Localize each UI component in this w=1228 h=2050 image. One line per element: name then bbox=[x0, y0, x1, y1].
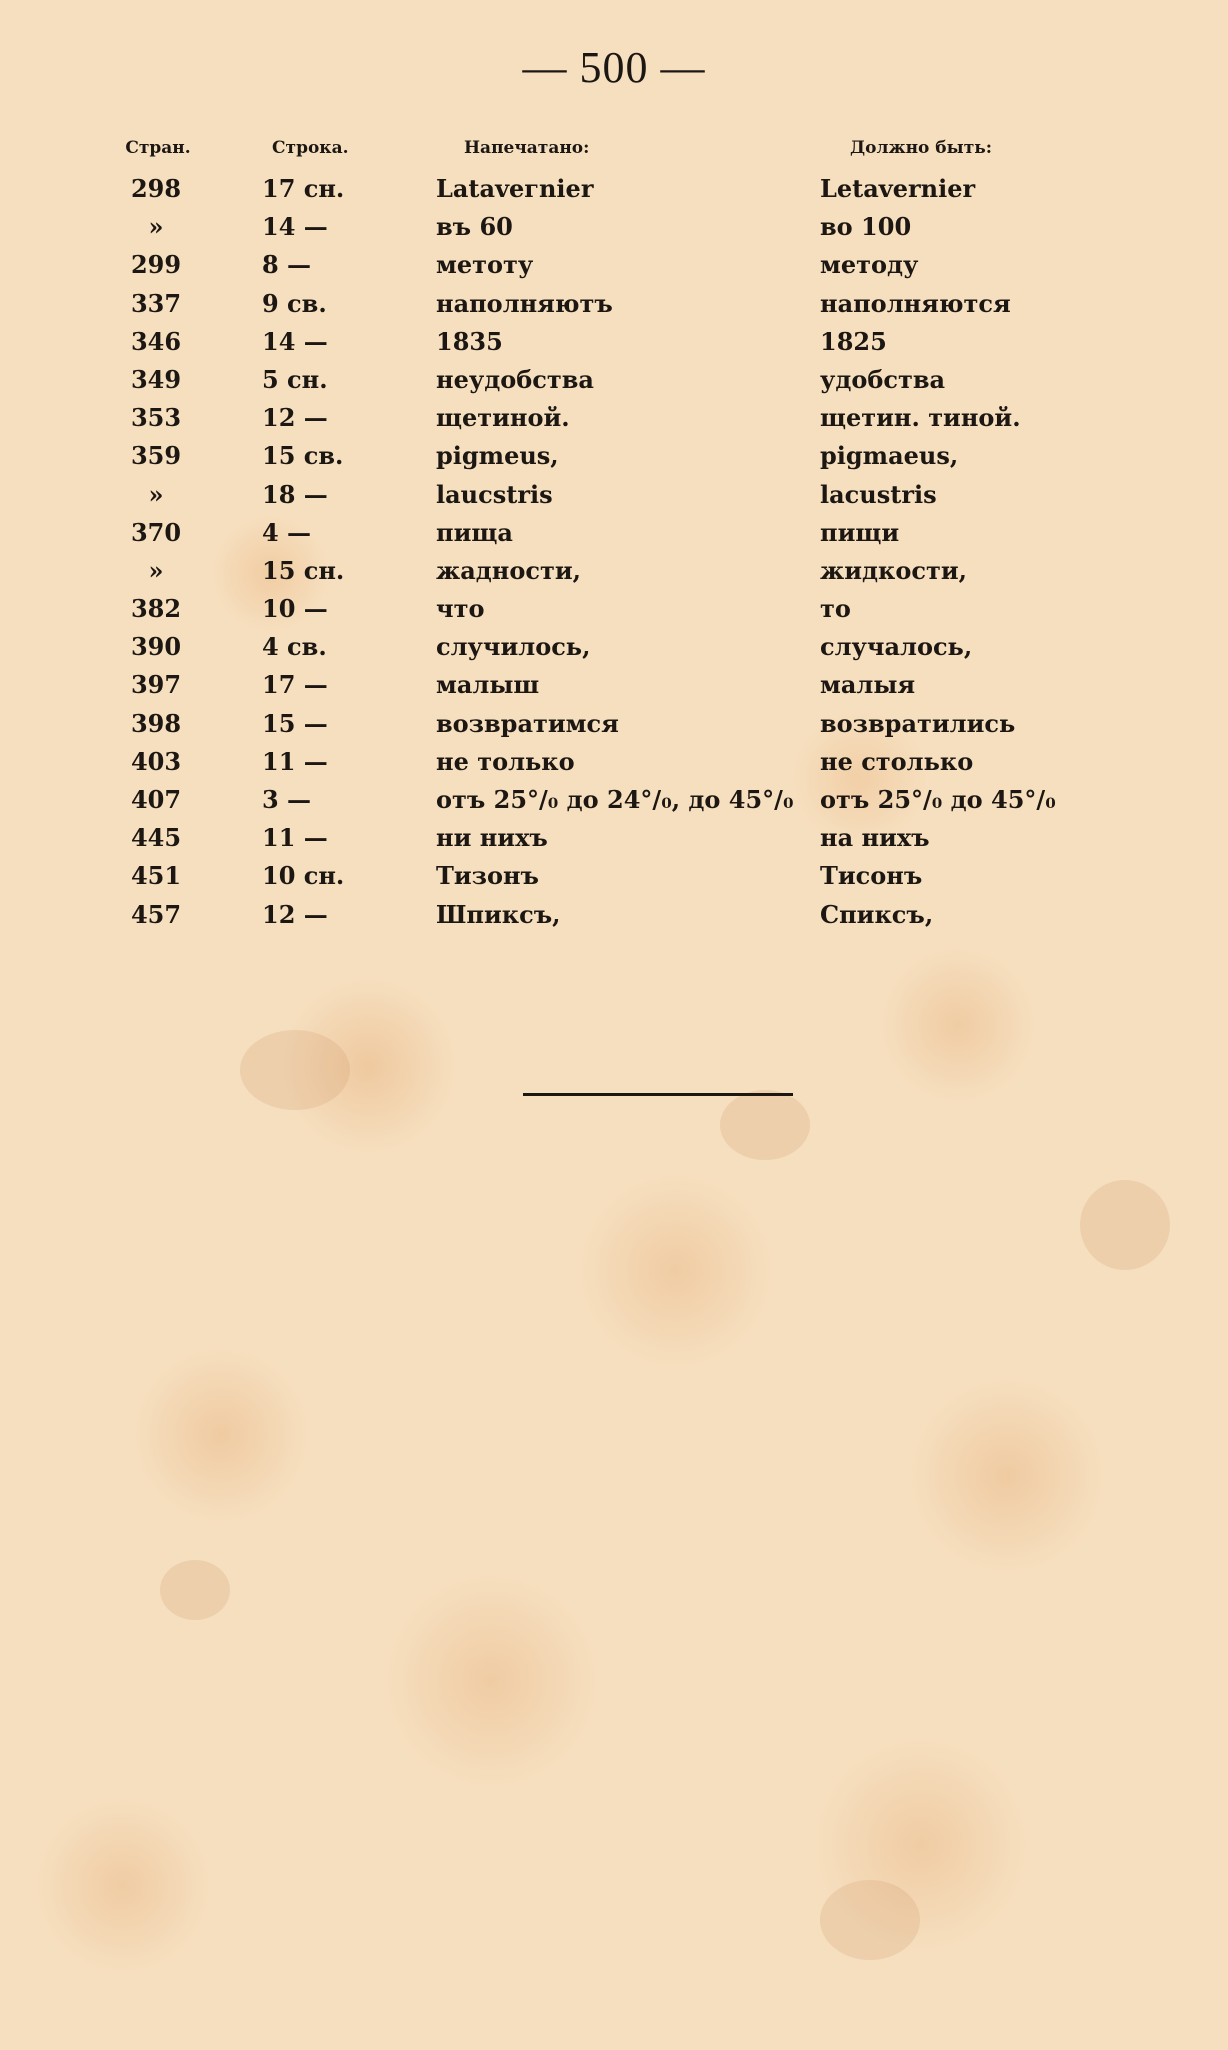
row-printed: pigmeus, bbox=[436, 441, 559, 471]
row-correct: методу bbox=[820, 250, 919, 280]
row-printed: laucstris bbox=[436, 479, 553, 509]
row-correct: наполняются bbox=[820, 288, 1011, 318]
row-correct: отъ 25°/₀ до 45°/₀ bbox=[820, 785, 1056, 814]
row-printed: отъ 25°/₀ до 24°/₀, до 45°/₀ bbox=[436, 785, 794, 814]
row-line: 12 — bbox=[262, 899, 328, 929]
errata-row bbox=[0, 289, 1228, 327]
row-line: 18 — bbox=[262, 479, 328, 509]
row-line: 9 св. bbox=[262, 288, 327, 318]
errata-row bbox=[0, 212, 1228, 250]
row-page: 445 bbox=[130, 823, 182, 853]
row-printed: въ 60 bbox=[436, 212, 513, 242]
row-line: 12 — bbox=[262, 403, 328, 433]
errata-row bbox=[0, 670, 1228, 708]
row-correct: возвратились bbox=[820, 708, 1016, 738]
row-line: 8 — bbox=[262, 250, 312, 280]
errata-row bbox=[0, 632, 1228, 670]
row-printed: ни нихъ bbox=[436, 823, 548, 853]
row-correct: малыя bbox=[820, 670, 916, 700]
row-line: 5 сн. bbox=[262, 364, 328, 394]
row-page: 398 bbox=[130, 708, 182, 738]
row-correct: Тисонъ bbox=[820, 861, 923, 891]
row-page: 370 bbox=[130, 517, 182, 547]
row-page: 382 bbox=[130, 594, 182, 624]
header-page: Стран. bbox=[125, 138, 191, 158]
row-page: 353 bbox=[130, 403, 182, 433]
errata-header-row bbox=[0, 138, 1228, 174]
row-printed: Тизонъ bbox=[436, 861, 539, 891]
errata-row bbox=[0, 861, 1228, 899]
row-line: 14 — bbox=[262, 326, 328, 356]
row-printed: пища bbox=[436, 517, 513, 547]
row-page: 346 bbox=[130, 326, 182, 356]
errata-row bbox=[0, 365, 1228, 403]
row-correct: пищи bbox=[820, 517, 900, 547]
row-page: 390 bbox=[130, 632, 182, 662]
row-printed: малыш bbox=[436, 670, 540, 700]
row-line: 10 сн. bbox=[262, 861, 345, 891]
row-correct: lacustris bbox=[820, 479, 937, 509]
row-printed: наполняютъ bbox=[436, 288, 613, 318]
row-page: » bbox=[148, 479, 164, 509]
row-correct: не столько bbox=[820, 746, 974, 776]
row-correct: Спиксъ, bbox=[820, 899, 934, 929]
row-correct: на нихъ bbox=[820, 823, 930, 853]
row-page: 457 bbox=[130, 899, 182, 929]
row-page: 451 bbox=[130, 861, 182, 891]
row-correct: случалось, bbox=[820, 632, 973, 662]
row-line: 15 сн. bbox=[262, 555, 345, 585]
errata-row bbox=[0, 556, 1228, 594]
errata-row bbox=[0, 250, 1228, 288]
row-page: 298 bbox=[130, 174, 182, 203]
row-correct: удобства bbox=[820, 364, 946, 394]
header-correct: Должно быть: bbox=[850, 138, 993, 158]
row-printed: случилось, bbox=[436, 632, 591, 662]
row-line: 11 — bbox=[262, 823, 328, 853]
row-page: 407 bbox=[130, 785, 182, 814]
end-rule bbox=[523, 1093, 793, 1096]
row-page: 397 bbox=[130, 670, 182, 700]
row-correct: Letavernier bbox=[820, 174, 976, 203]
row-page: » bbox=[148, 212, 164, 242]
header-line: Строка. bbox=[272, 138, 349, 158]
row-line: 17 — bbox=[262, 670, 328, 700]
row-printed: Шпиксъ, bbox=[436, 899, 561, 929]
row-line: 15 св. bbox=[262, 441, 344, 471]
row-correct: жидкости, bbox=[820, 555, 968, 585]
row-page: 403 bbox=[130, 746, 182, 776]
row-line: 10 — bbox=[262, 594, 328, 624]
errata-row bbox=[0, 480, 1228, 518]
row-printed: что bbox=[436, 594, 485, 624]
row-page: 337 bbox=[130, 288, 182, 318]
row-correct: pigmaeus, bbox=[820, 441, 959, 471]
errata-row bbox=[0, 441, 1228, 479]
row-page: » bbox=[148, 555, 164, 585]
row-correct: во 100 bbox=[820, 212, 912, 242]
row-printed: не только bbox=[436, 746, 575, 776]
row-correct: то bbox=[820, 594, 851, 624]
errata-row bbox=[0, 747, 1228, 785]
row-line: 11 — bbox=[262, 746, 328, 776]
errata-row bbox=[0, 403, 1228, 441]
errata-row bbox=[0, 594, 1228, 632]
page-number: — 500 — bbox=[522, 43, 706, 92]
row-printed: возвратимся bbox=[436, 708, 619, 738]
row-printed: неудобства bbox=[436, 364, 594, 394]
errata-row bbox=[0, 327, 1228, 365]
errata-row bbox=[0, 823, 1228, 861]
row-printed: жадности, bbox=[436, 555, 581, 585]
row-correct: 1825 bbox=[820, 326, 887, 356]
errata-row bbox=[0, 709, 1228, 747]
errata-row bbox=[0, 518, 1228, 556]
header-printed: Напечатано: bbox=[464, 138, 590, 158]
row-line: 15 — bbox=[262, 708, 328, 738]
row-page: 359 bbox=[130, 441, 182, 471]
errata-row bbox=[0, 900, 1228, 938]
row-correct: щетин. тиной. bbox=[820, 403, 1021, 433]
row-line: 14 — bbox=[262, 212, 328, 242]
row-printed: щетиной. bbox=[436, 403, 570, 433]
errata-row bbox=[0, 174, 1228, 212]
row-printed: Lataveгnier bbox=[436, 174, 594, 203]
row-line: 3 — bbox=[262, 785, 312, 814]
row-line: 4 — bbox=[262, 517, 312, 547]
errata-row bbox=[0, 785, 1228, 823]
row-page: 349 bbox=[130, 364, 182, 394]
row-page: 299 bbox=[130, 250, 182, 280]
row-line: 4 св. bbox=[262, 632, 327, 662]
row-line: 17 сн. bbox=[262, 174, 345, 203]
row-printed: 1835 bbox=[436, 326, 503, 356]
row-printed: метоту bbox=[436, 250, 534, 280]
errata-table bbox=[0, 138, 1228, 938]
